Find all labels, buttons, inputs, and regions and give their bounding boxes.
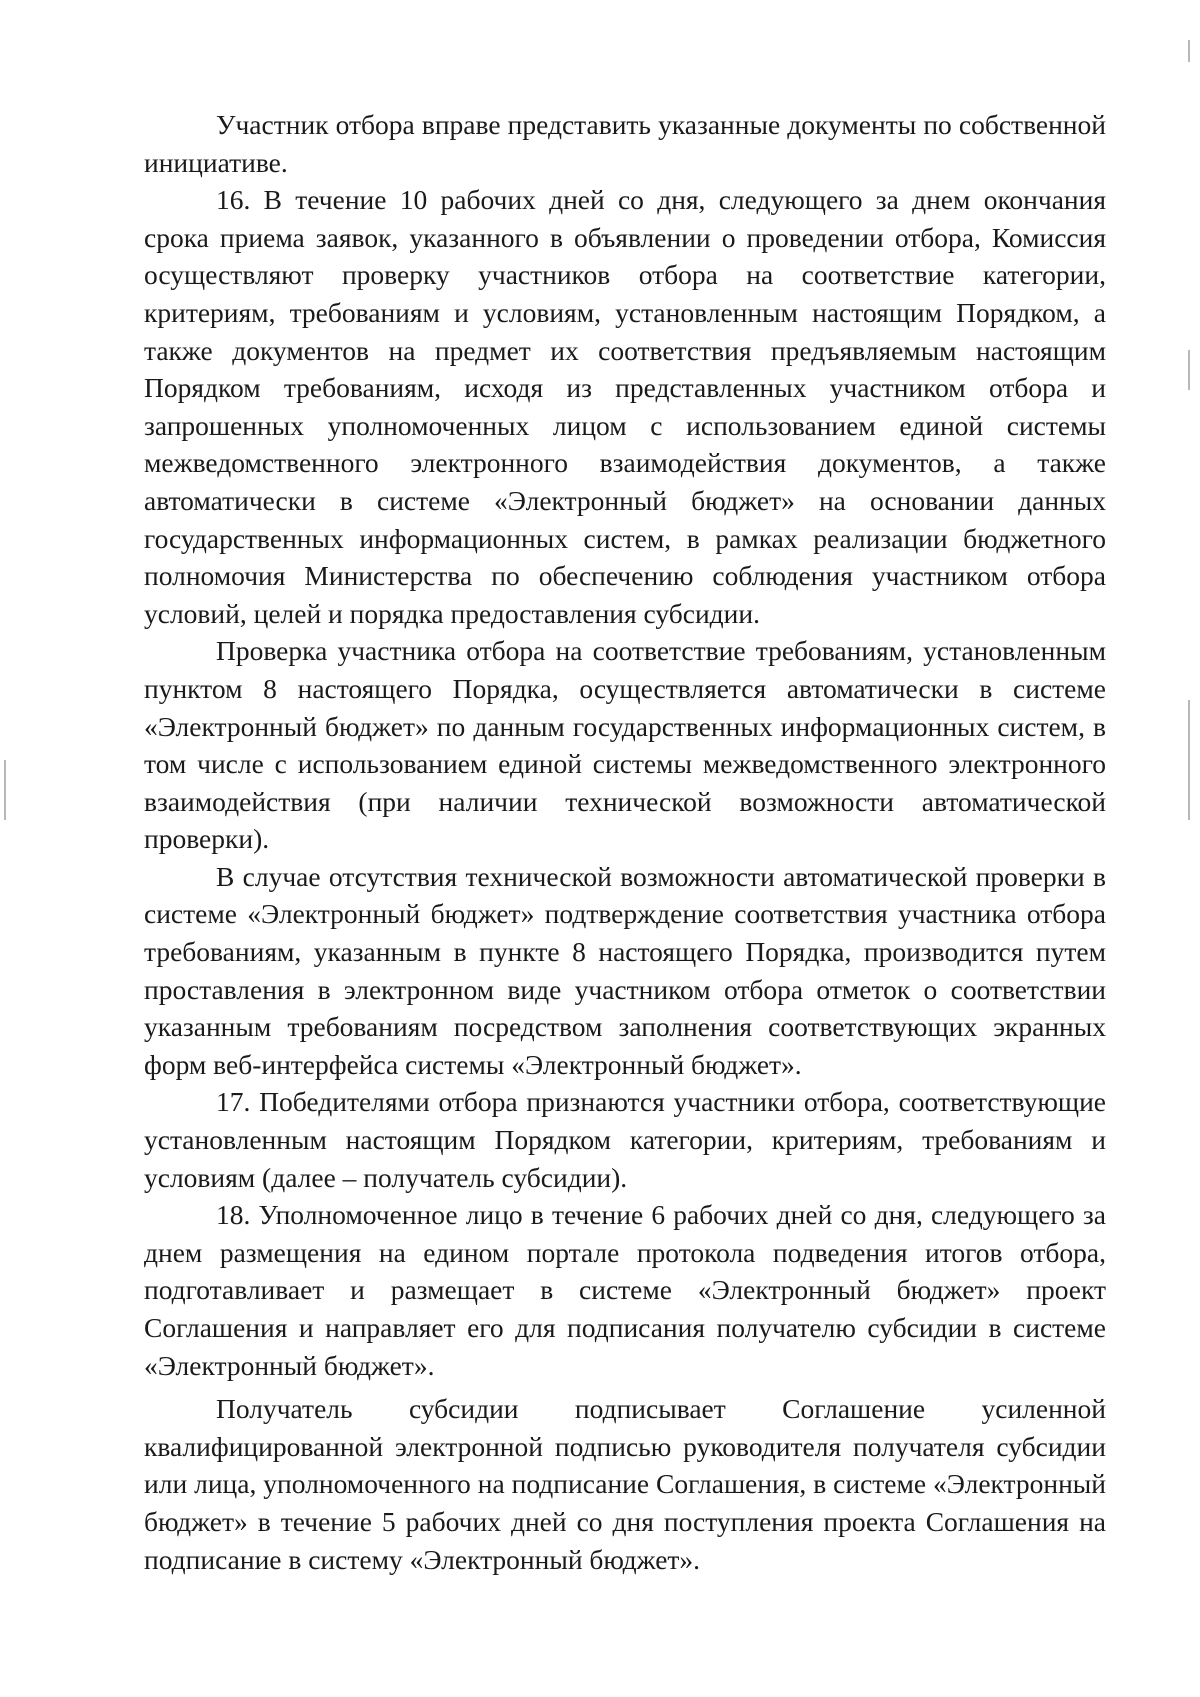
scan-edge-mark [1188,350,1190,390]
document-body [144,106,1106,1578]
paragraph-automatic-check: Проверка участника отбора на соответствие требованиям, установленным пунктом 8 настоящего Порядка, осуществляется автоматически в системе «Электронный бюджет» по данным государственных информационных систем, в том числе с использованием единой системы межведомственного электронного взаимодействия (при наличии технической возможности автоматической проверки). [144,635,1106,855]
paragraph-item-18: 18. Уполномоченное лицо в течение 6 рабочих дней со дня, следующего за днем размещения на едином портале протокола подведения итогов отбора, подготавливает и размещает в системе «Электронный бюджет» проект Соглашения и направляет его для подписания получателю субсидии в системе «Электронный бюджет». [144,1199,1106,1381]
paragraph-item-17: 17. Победителями отбора признаются участники отбора, соответствующие установленным настоящим Порядком категории, критериям, требованиям и условиям (далее – получатель субсидии). [144,1086,1106,1193]
scan-edge-mark [1188,700,1190,820]
paragraph-participant-right: Участник отбора вправе представить указанные документы по собственной инициативе. [144,109,1106,178]
scan-edge-mark [1188,40,1190,62]
paragraph-item-16: 16. В течение 10 рабочих дней со дня, следующего за днем окончания срока приема заявок, указанного в объявлении о проведении отбора, Комиссия осуществляют проверку участников отбора на соответствие категории, критериям, требованиям и условиям, установленным настоящим Порядком, а также документов на предмет их соответствия предъявляемым настоящим Порядком требованиям, исходя из представленных участником отбора и запрошенных уполномоченных лицом с использованием единой системы межведомственного электронного взаимодействия документов, а также автоматически в системе «Электронный бюджет» на основании данных государственных информационных систем, в рамках реализации бюджетного полномочия Министерства по обеспечению соблюдения участником отбора условий, целей и порядка предоставления субсидии. [144,184,1106,629]
scan-edge-mark [4,760,6,820]
paragraph-manual-confirmation: В случае отсутствия технической возможности автоматической проверки в системе «Электронный бюджет» подтверждение соответствия участника отбора требованиям, указанным в пункте 8 настоящего Порядка, производится путем проставления в электронном виде участником отбора отметок о соответствии указанным требованиям посредством заполнения соответствующих экранных форм веб-интерфейса системы «Электронный бюджет». [144,860,1106,1080]
paragraph-recipient-signs: Получатель субсидии подписывает Соглашение усиленной квалифицированной электронной подписью руководителя получателя субсидии или лица, уполномоченного на подписание Соглашения, в системе «Электронный бюджет» в течение 5 рабочих дней со дня поступления проекта Соглашения на подписание в систему «Электронный бюджет». [144,1393,1106,1575]
